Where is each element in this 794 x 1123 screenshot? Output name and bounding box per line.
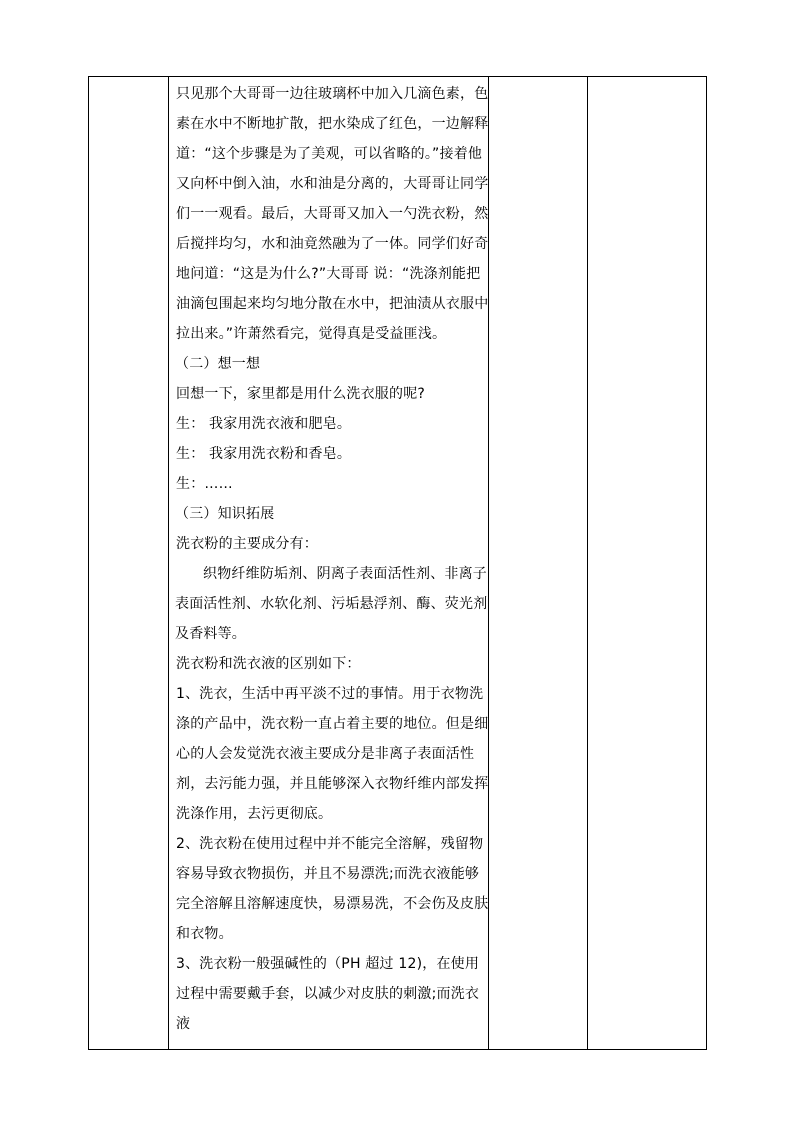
question-text: 回想一下，家里都是用什么洗衣服的呢? [176,386,426,402]
column-divider-1 [168,77,169,1049]
section-heading-think: （二）想一想 [175,356,261,372]
student-answer: 生： 我家用洗衣液和肥皂。 [176,416,352,432]
section-heading-knowledge: （三）知识拓展 [175,506,275,522]
lesson-table [88,76,707,1050]
difference-point-3: 3、洗衣粉一般强碱性的（PH 超过 12)，在使用过程中需要戴手套，以减少对皮肤的刺激;而洗衣液 [176,956,480,1032]
lesson-content-cell [175,77,493,1039]
difference-point-2: 2、洗衣粉在使用过程中并不能完全溶解，残留物容易导致衣物损伤，并且不易漂洗;而洗衣液能够完全溶解且溶解速度快，易漂易洗，不会伤及皮肤和衣物。 [176,836,489,942]
ingredients-list: 织物纤维防垢剂、阴离子表面活性剂、非离子表面活性剂、水软化剂、污垢悬浮剂、酶、荧光剂及香料等。 [175,566,488,642]
difference-heading: 洗衣粉和洗衣液的区别如下： [176,656,361,672]
ingredients-heading: 洗衣粉的主要成分有： [176,536,318,552]
difference-point-1: 1、洗衣，生活中再平淡不过的事情。用于衣物洗涤的产品中，洗衣粉一直占着主要的地位。但是细心的人会发觉洗衣液主要成分是非离子表面活性剂，去污能力强，并且能够深入衣物纤维内部发挥洗涤作用，去污更彻底。 [176,686,489,822]
student-answer: 生：…… [176,476,233,492]
column-divider-3 [587,77,588,1049]
student-answer: 生： 我家用洗衣粉和香皂。 [176,446,352,462]
story-paragraph: 只见那个大哥哥一边往玻璃杯中加入几滴色素，色素在水中不断地扩散，把水染成了红色，一边解释道：“这个步骤是为了美观，可以省略的。”接着他又向杯中倒入油，水和油是分离的，大哥哥让同学们一一观看。最后，大哥哥又加入一勺洗衣粉，然后搅拌均匀，水和油竟然融为了一体。同学们好奇地问道：“这是为什么?”大哥哥 说：“洗涤剂能把油滴包围起来均匀地分散在水中，把油渍从衣服中拉出来。”许萧然看完，觉得真是受益匪浅。 [176,86,489,342]
